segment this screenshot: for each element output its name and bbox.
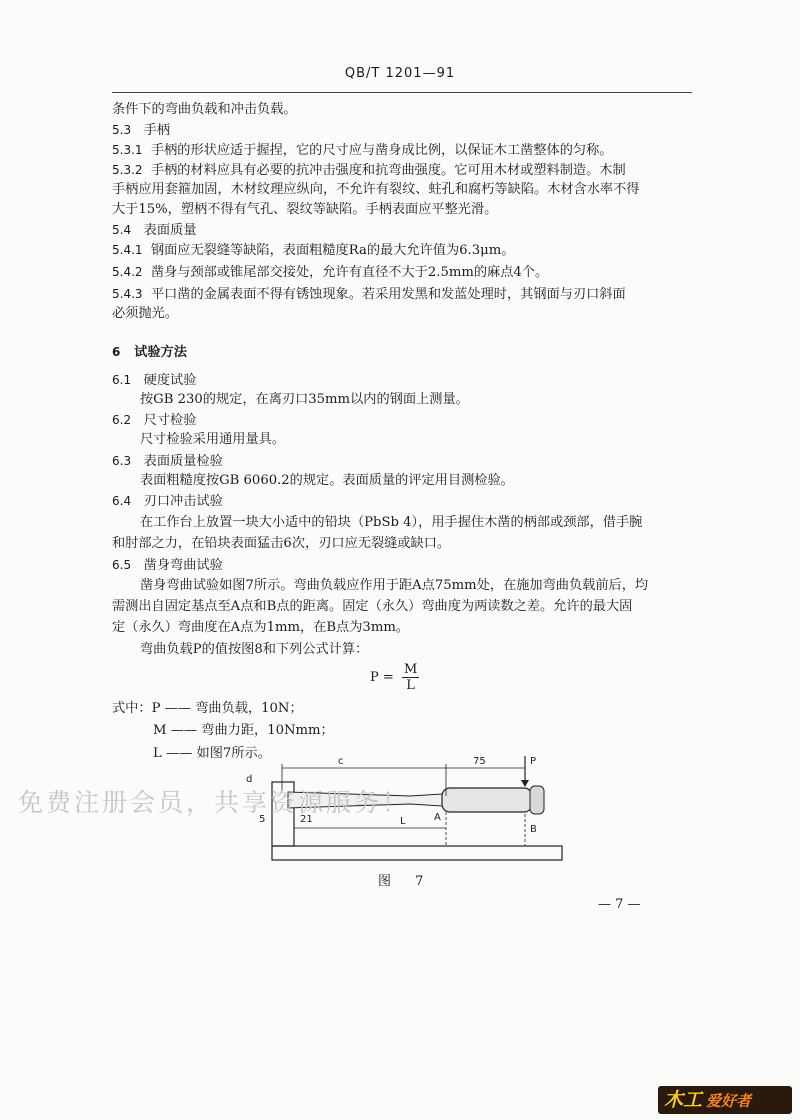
clause-5-3-2-line-2: 手柄应用套箍加固，木材纹理应纵向，不允许有裂纹、蛀孔和腐朽等缺陷。木材含水率不得 [112, 182, 640, 197]
section-6 [112, 343, 187, 362]
clause-number: 5.3.2 [112, 163, 143, 177]
formula-numerator: M [403, 662, 418, 677]
section-number: 6 [112, 345, 121, 359]
where-p-text: P —— 弯曲负载，10N； [151, 701, 303, 716]
where-m: M —— 弯曲力距，10Nmm； [153, 723, 334, 738]
clause-number: 5.4.3 [112, 287, 143, 301]
clause-5-3-2-line-3: 大于15%，塑柄不得有气孔、裂纹等缺陷。手柄表面应平整光滑。 [112, 202, 498, 217]
clause-5-3-1 [112, 141, 613, 160]
section-number: 6.5 [112, 558, 132, 572]
section-number: 6.2 [112, 413, 132, 427]
watermark-text: 免费注册会员，共享资源服务！ [18, 788, 411, 817]
section-6-3 [112, 452, 223, 471]
clause-text: 凿身与颈部或锥尾部交接处，允许有直径不大于2.5mm的麻点4个。 [150, 265, 549, 280]
clause-text: 平口凿的金属表面不得有锈蚀现象。若采用发黑和发蓝处理时，其钢面与刃口斜面 [150, 287, 626, 302]
figure-caption: 图 7 [378, 874, 434, 889]
section-6-4-text: 在工作台上放置一块大小适中的铅块（PbSb 4），用手握住木凿的柄部或颈部，借手腕 [140, 515, 643, 530]
continued-line: 条件下的弯曲负载和冲击负载。 [112, 102, 297, 117]
section-title: 刃口冲击试验 [143, 494, 223, 509]
section-6-4-text-line-2: 和肘部之力，在铅块表面猛击6次，刃口应无裂缝或缺口。 [112, 536, 451, 551]
section-title: 硬度试验 [143, 373, 197, 388]
section-6-1 [112, 371, 196, 390]
formula-denominator: L [406, 678, 415, 693]
formula-fraction [402, 662, 419, 693]
site-logo [658, 1086, 792, 1114]
clause-text: 钢面应无裂缝等缺陷，表面粗糙度Ra的最大允许值为6.3μm。 [150, 243, 515, 258]
clause-5-4-1 [112, 241, 514, 260]
label-75: 75 [473, 756, 486, 767]
section-6-5-text-line-2: 需测出自固定基点至A点和B点的距离。固定（永久）弯曲度为两读数之差。允许的最大固 [112, 599, 633, 614]
page-number: — 7 — [598, 897, 641, 912]
clause-5-3-2 [112, 161, 626, 180]
logo-part-2: 爱好者 [706, 1092, 752, 1110]
header-rule [112, 92, 692, 93]
section-6-5 [112, 556, 223, 575]
clause-text: 手柄的材料应具有必要的抗冲击强度和抗弯曲强度。它可用木材或塑料制造。木制 [150, 163, 626, 178]
section-6-2-text: 尺寸检验采用通用量具。 [140, 432, 286, 447]
formula-equals: = [382, 670, 394, 685]
logo-part-1: 木工 [664, 1089, 703, 1111]
label-a: A [434, 812, 441, 823]
clause-5-4-2 [112, 263, 548, 282]
chisel-handle [442, 788, 532, 812]
clause-number: 5.3.1 [112, 143, 143, 157]
section-6-4 [112, 492, 223, 511]
clause-number: 5.4.2 [112, 265, 143, 279]
load-arrow-head [521, 780, 529, 787]
base-plate [272, 846, 562, 860]
clause-5-4-3 [112, 285, 626, 304]
where-l: L —— 如图7所示。 [153, 746, 271, 761]
section-6-3-text: 表面粗糙度按GB 6060.2的规定。表面质量的评定用目测检验。 [140, 473, 514, 488]
section-title: 试验方法 [134, 345, 187, 360]
where-prefix: 式中： [112, 701, 152, 716]
section-number: 5.3 [112, 123, 132, 137]
section-6-5-text: 凿身弯曲试验如图7所示。弯曲负载应作用于距A点75mm处，在施加弯曲负载前后，均 [140, 578, 649, 593]
bending-load-formula [370, 662, 419, 693]
section-5-4 [112, 221, 196, 240]
where-p [112, 700, 303, 718]
handle-cap [530, 786, 544, 814]
section-6-1-text: 按GB 230的规定，在离刃口35mm以内的钢面上测量。 [140, 392, 469, 407]
formula-lhs: P [370, 670, 379, 685]
label-21: 21 [300, 814, 313, 825]
label-b: B [530, 824, 537, 835]
section-title: 凿身弯曲试验 [143, 558, 223, 573]
section-title: 表面质量 [143, 223, 197, 238]
section-title: 手柄 [143, 123, 171, 138]
clause-5-4-3-line-2: 必须抛光。 [112, 306, 178, 321]
label-d: d [246, 774, 253, 785]
section-6-2 [112, 411, 196, 430]
section-number: 6.3 [112, 454, 132, 468]
section-title: 尺寸检验 [143, 413, 197, 428]
section-number: 5.4 [112, 223, 132, 237]
label-p: P [530, 756, 537, 767]
section-number: 6.4 [112, 494, 132, 508]
standard-code-header: QB/T 1201—91 [344, 66, 456, 81]
label-l: L [400, 816, 406, 827]
section-6-5-text-line-3: 定（永久）弯曲度在A点为1mm，在B点为3mm。 [112, 620, 410, 635]
label-c: c [338, 756, 344, 767]
clause-number: 5.4.1 [112, 243, 143, 257]
section-number: 6.1 [112, 373, 132, 387]
label-5: 5 [259, 814, 266, 825]
clause-text: 手柄的形状应适于握捏，它的尺寸应与凿身成比例，以保证木工凿整体的匀称。 [150, 143, 613, 158]
section-title: 表面质量检验 [143, 454, 223, 469]
section-6-5-text-line-4: 弯曲负载P的值按图8和下列公式计算： [140, 642, 369, 657]
section-5-3 [112, 121, 170, 140]
